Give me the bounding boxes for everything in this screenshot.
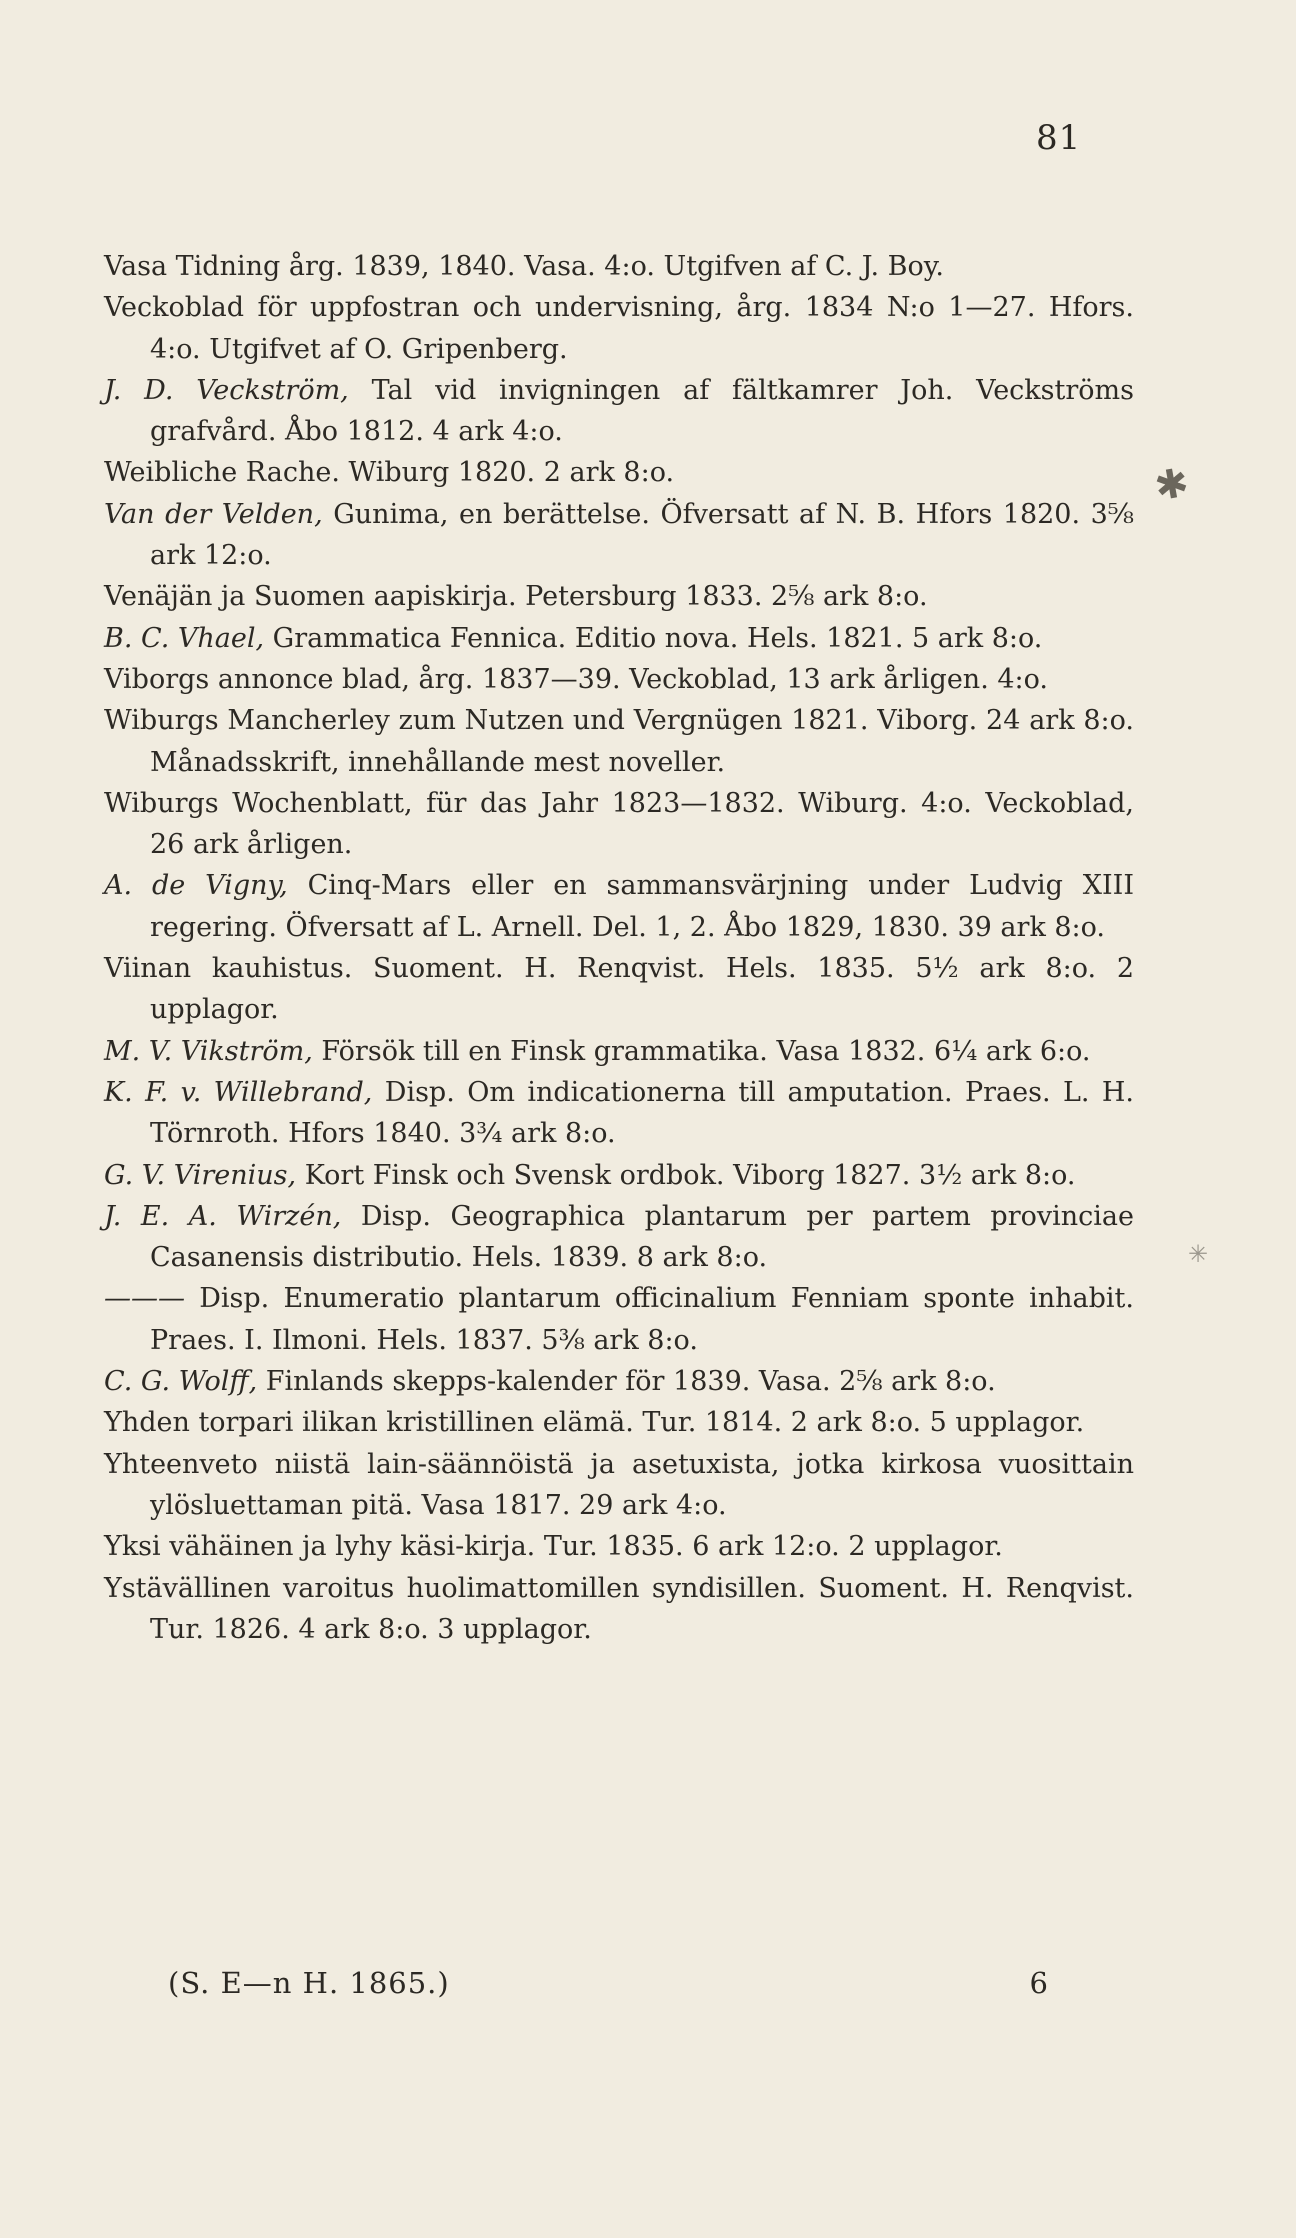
bibliography-entry xyxy=(104,659,1134,700)
entry-text: Veckoblad för uppfostran och undervisning, årg. 1834 N:o 1—27. Hfors. 4:o. Utgifvet af O. Gripenberg. xyxy=(104,292,1134,365)
bibliography-entry xyxy=(104,1155,1134,1196)
entry-text: Wiburgs Wochenblatt, für das Jahr 1823—1832. Wiburg. 4:o. Veckoblad, 26 ark årligen. xyxy=(104,787,1134,861)
entry-text: Yhden torpari ilikan kristillinen elämä. Tur. 1814. 2 ark 8:o. 5 upplagor. xyxy=(104,1407,1085,1439)
bibliography-entry xyxy=(104,287,1134,370)
bibliography-entry xyxy=(104,1402,1134,1443)
bibliography-entry xyxy=(104,370,1134,453)
bibliography-entry xyxy=(104,1196,1134,1279)
bibliography-entry xyxy=(104,1444,1134,1527)
bibliography-entry xyxy=(104,865,1134,948)
entry-text: Disp. Enumeratio plantarum officinalium Fenniam sponte inhabit. Praes. I. Ilmoni. Hels. 1837. 5⅜ ark 8:o. xyxy=(150,1283,1134,1356)
sheet-number: 6 xyxy=(1029,1966,1048,2000)
bibliography-entry xyxy=(104,783,1134,866)
entry-author: Van der Velden, xyxy=(104,498,323,530)
entry-author: G. V. Virenius, xyxy=(104,1159,297,1191)
entry-text: Viinan kauhistus. Suoment. H. Renqvist. Hels. 1835. 5½ ark 8:o. 2 upplagor. xyxy=(104,953,1134,1026)
bibliography-entry xyxy=(104,948,1134,1031)
bibliography-entry xyxy=(104,1072,1134,1155)
bibliography-entry xyxy=(104,1361,1134,1402)
bibliography-list xyxy=(104,246,1134,1650)
bibliography-entry xyxy=(104,494,1134,577)
entry-text: Kort Finsk och Svensk ordbok. Viborg 1827. 3½ ark 8:o. xyxy=(304,1159,1076,1191)
entry-text: Gunima, en berättelse. Öfversatt af N. B. Hfors 1820. 3⅝ ark 12:o. xyxy=(150,498,1134,572)
bibliography-entry xyxy=(104,1278,1134,1361)
entry-author: B. C. Vhael, xyxy=(104,622,265,654)
entry-text: Ystävällinen varoitus huolimattomillen syndisillen. Suoment. H. Renqvist. Tur. 1826. 4 ark 8:o. 3 upplagor. xyxy=(104,1572,1134,1645)
entry-author: A. de Vigny, xyxy=(104,870,288,902)
entry-text: Cinq-Mars eller en sammansvärjning under Ludvig XIII regering. Öfversatt af L. Arnell. Del. 1, 2. Åbo 1829, 1830. 39 ark 8:o. xyxy=(150,870,1134,943)
entry-text: Viborgs annonce blad, årg. 1837—39. Veckoblad, 13 ark årligen. 4:o. xyxy=(104,663,1048,695)
entry-author: ——— xyxy=(104,1283,185,1315)
entry-text: Finlands skepps-kalender för 1839. Vasa. 2⅝ ark 8:o. xyxy=(265,1366,996,1398)
page-number: 81 xyxy=(1036,118,1082,158)
entry-text: Wiburgs Mancherley zum Nutzen und Vergnügen 1821. Viborg. 24 ark 8:o. Månadsskrift, innehållande mest noveller. xyxy=(104,705,1134,778)
bibliography-entry xyxy=(104,1031,1134,1072)
entry-author: J. E. A. Wirzén, xyxy=(104,1200,342,1232)
bibliography-entry xyxy=(104,246,1134,287)
entry-text: Tal vid invigningen af fältkamrer Joh. Veckströms grafvård. Åbo 1812. 4 ark 4:o. xyxy=(150,374,1134,448)
entry-text: Venäjän ja Suomen aapiskirja. Petersburg 1833. 2⅝ ark 8:o. xyxy=(104,581,928,613)
entry-text: Yksi vähäinen ja lyhy käsi-kirja. Tur. 1835. 6 ark 12:o. 2 upplagor. xyxy=(104,1531,1003,1563)
bibliography-entry xyxy=(104,576,1134,617)
bibliography-entry xyxy=(104,618,1134,659)
entry-author: K. F. v. Willebrand, xyxy=(104,1076,373,1108)
bibliography-entry xyxy=(104,1526,1134,1567)
entry-text: Vasa Tidning årg. 1839, 1840. Vasa. 4:o. Utgifven af C. J. Boy. xyxy=(104,251,945,282)
entry-text: Weibliche Rache. Wiburg 1820. 2 ark 8:o. xyxy=(104,457,675,489)
entry-text: Grammatica Fennica. Editio nova. Hels. 1821. 5 ark 8:o. xyxy=(272,622,1043,654)
bibliography-entry xyxy=(104,700,1134,783)
printer-signature: (S. E—n H. 1865.) xyxy=(168,1966,450,2000)
entry-author: M. V. Vikström, xyxy=(104,1035,313,1067)
entry-text: Yhteenveto niistä lain-säännöistä ja asetuxista, jotka kirkosa vuosittain ylösluettaman pitä. Vasa 1817. 29 ark 4:o. xyxy=(104,1448,1134,1521)
pencil-mark-icon: ✱ xyxy=(1151,459,1193,511)
entry-author: C. G. Wolff, xyxy=(104,1366,258,1398)
bibliography-entry xyxy=(104,1568,1134,1651)
entry-author: J. D. Veckström, xyxy=(104,374,349,406)
bibliography-entry xyxy=(104,452,1134,493)
entry-text: Disp. Geographica plantarum per partem provinciae Casanensis distributio. Hels. 1839. 8 ark 8:o. xyxy=(150,1200,1134,1274)
entry-text: Disp. Om indicationerna till amputation. Praes. L. H. Törnroth. Hfors 1840. 3¾ ark 8:o. xyxy=(150,1076,1134,1150)
entry-text: Försök till en Finsk grammatika. Vasa 1832. 6¼ ark 6:o. xyxy=(321,1035,1091,1067)
pencil-mark-icon: ✳ xyxy=(1188,1240,1209,1268)
